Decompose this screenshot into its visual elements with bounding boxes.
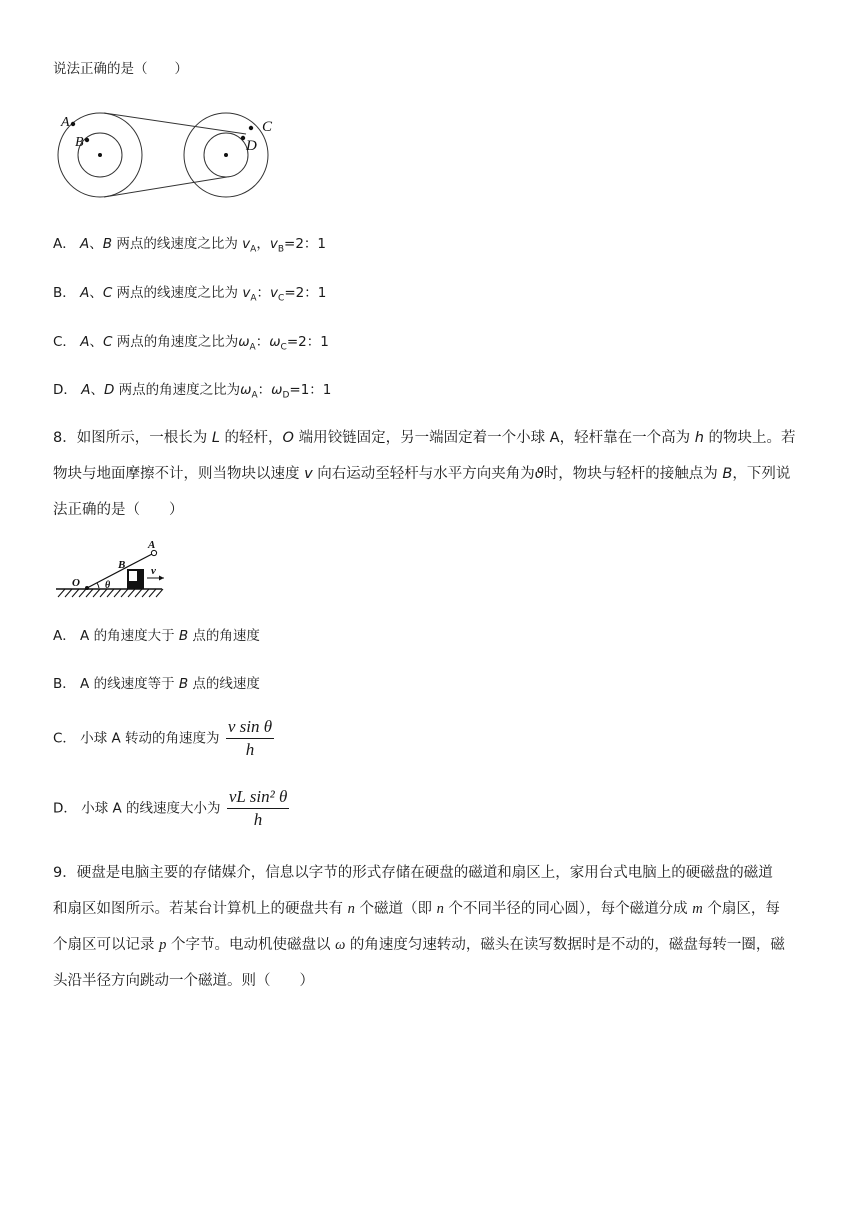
label-v: v bbox=[151, 565, 156, 577]
label-o: O bbox=[72, 577, 80, 589]
label-a: A bbox=[148, 539, 156, 551]
left-center-dot bbox=[98, 153, 102, 157]
label-a: A bbox=[61, 115, 70, 130]
label-c: C bbox=[262, 119, 273, 135]
ball-a bbox=[151, 550, 156, 555]
theta-arc bbox=[97, 583, 99, 588]
hinge-o bbox=[85, 586, 89, 590]
ground-hatching bbox=[58, 589, 163, 597]
q7-option-b: B． A、C 两点的线速度之比为 $v_A$：$v_C=2$：1 bbox=[53, 285, 327, 304]
right-center-dot bbox=[224, 153, 228, 157]
point-d-dot bbox=[241, 136, 245, 140]
fraction-c: $\frac{\text{v sin θ}}{h}$ bbox=[227, 717, 273, 759]
q7-stem: 说法正确的是（ ） bbox=[53, 61, 188, 77]
point-a-dot bbox=[71, 122, 75, 126]
pulley-figure bbox=[56, 108, 278, 200]
label-b: B bbox=[118, 559, 126, 571]
rod-block-figure bbox=[54, 538, 166, 602]
label-d: D bbox=[246, 138, 257, 154]
velocity-arrowhead bbox=[159, 576, 164, 581]
point-b-dot bbox=[85, 138, 89, 142]
q8-stem: 8．如图所示，一根长为 L 的轻杆，O 端用铰链固定，另一端固定着一个小球 A，轻杆靠在一个高为 h 的物块上。若 物块与地面摩擦不计，则当物块以速度 v 向右运动至轻杆与水平方向夹角为ϑ时，物块与轻杆的接触点为 B，下列说 法正确的是（ ） bbox=[53, 430, 796, 518]
q9-stem: 9．硬盘是电脑主要的存储媒介，信息以字节的形式存储在硬盘的磁道和扇区上，家用台式电脑上的硬磁盘的磁道 和扇区如图所示。若某台计算机上的硬盘共有 n 个磁道（即 n 个不同半径的同心圆），每个磁道分成 m 个扇区，每 个扇区可以记录 p 个字节。电动机使磁盘以 ω 的角速度匀速转动，磁头在读写数据时是不动的，磁盘每转一圈，磁 头沿半径方向跳动一个磁道。则（ ） bbox=[53, 865, 785, 989]
q7-option-c: C． A、C 两点的角速度之比为$\omega_A$：$\omega_C=2$：1 bbox=[53, 334, 329, 353]
fraction-d: $\frac{\text{vL sin² θ}}{h}$ bbox=[228, 787, 288, 829]
q8-option-a: A． A 的角速度大于 B 点的角速度 bbox=[53, 628, 260, 644]
q8-option-b: B． A 的线速度等于 B 点的线速度 bbox=[53, 676, 260, 692]
q7-option-d: D． A、D 两点的角速度之比为$\omega_A$：$\omega_D=1$：1 bbox=[53, 382, 332, 401]
q8-option-c: C． 小球 A 转动的角速度为 $\frac{\text{v sin θ}}{h}$ bbox=[53, 717, 273, 759]
q8-option-d: D． 小球 A 的线速度大小为 $\frac{\text{vL sin² θ}}{h}$ bbox=[53, 787, 288, 829]
block-highlight bbox=[129, 571, 137, 581]
label-b: B bbox=[75, 135, 84, 150]
label-theta: θ bbox=[105, 580, 111, 591]
belt-top bbox=[104, 113, 246, 134]
point-c-dot bbox=[249, 126, 253, 130]
belt-bottom bbox=[104, 177, 227, 197]
q7-option-a: A． A、B 两点的线速度之比为 $v_A$，$v_B=2$：1 bbox=[53, 236, 327, 255]
